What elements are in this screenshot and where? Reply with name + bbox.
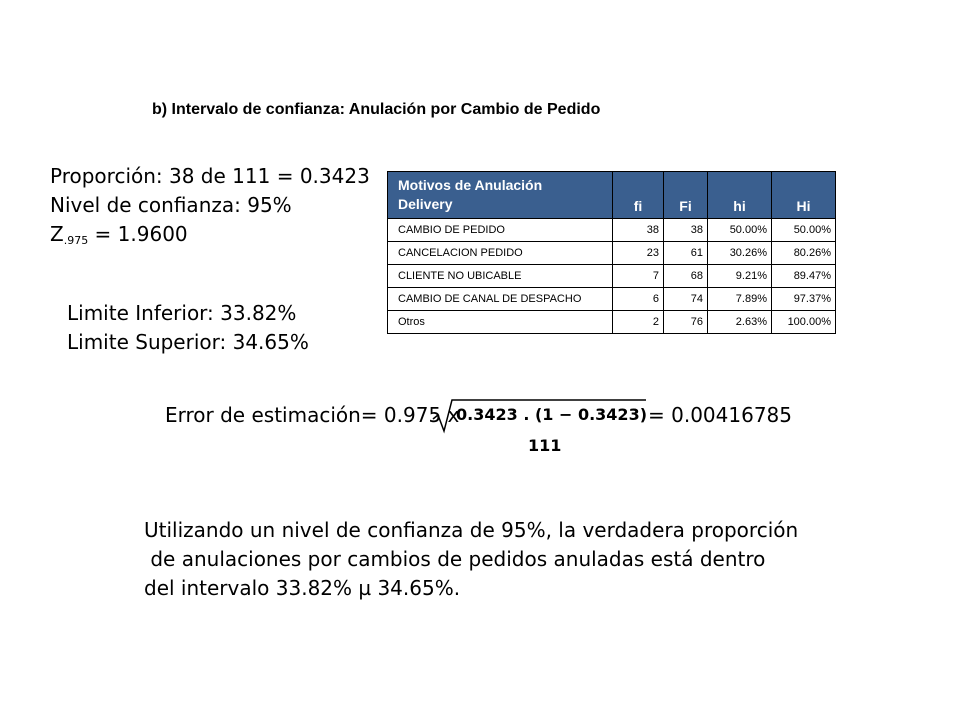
slide-title: b) Intervalo de confianza: Anulación por Cambio de Pedido <box>152 101 601 118</box>
table-row <box>388 219 836 242</box>
formula-denominator: 111 <box>528 436 562 455</box>
conclusion-line-2: de anulaciones por cambios de pedidos anuladas está dentro <box>144 547 766 571</box>
cell-fi: 6 <box>613 288 664 311</box>
z-value-text <box>50 220 370 249</box>
cell-Hi: 80.26% <box>772 242 836 265</box>
cell-motivo: Otros <box>388 311 613 334</box>
cell-fi: 2 <box>613 311 664 334</box>
z-value: = 1.9600 <box>88 222 188 246</box>
cell-hi: 9.21% <box>708 265 772 288</box>
z-subscript: .975 <box>63 234 89 247</box>
lower-limit-text: Limite Inferior: 33.82% <box>67 301 297 325</box>
header-motivo: Motivos de Anulación Delivery <box>388 172 613 219</box>
table-row <box>388 265 836 288</box>
table-header-row <box>388 172 836 219</box>
cell-Hi: 50.00% <box>772 219 836 242</box>
conclusion-line-1: Utilizando un nivel de confianza de 95%, la verdadera proporción <box>144 518 799 542</box>
cell-motivo: CAMBIO DE PEDIDO <box>388 219 613 242</box>
conclusion-line-3: del intervalo 33.82% µ 34.65%. <box>144 576 461 600</box>
table-row <box>388 311 836 334</box>
header-hi: hi <box>708 172 772 219</box>
cell-hi: 2.63% <box>708 311 772 334</box>
header-fi: fi <box>613 172 664 219</box>
cell-Fi: 68 <box>664 265 708 288</box>
stats-block <box>50 162 370 249</box>
limits-block <box>67 299 309 357</box>
cell-Hi: 97.37% <box>772 288 836 311</box>
cell-Fi: 38 <box>664 219 708 242</box>
upper-limit-text: Limite Superior: 34.65% <box>67 330 309 354</box>
cell-motivo: CANCELACION PEDIDO <box>388 242 613 265</box>
cell-motivo: CLIENTE NO UBICABLE <box>388 265 613 288</box>
header-Fi: Fi <box>664 172 708 219</box>
cell-motivo: CAMBIO DE CANAL DE DESPACHO <box>388 288 613 311</box>
frequency-table <box>387 171 836 334</box>
cell-Fi: 74 <box>664 288 708 311</box>
proportion-text: Proporción: 38 de 111 = 0.3423 <box>50 164 370 188</box>
cell-Hi: 89.47% <box>772 265 836 288</box>
cell-hi: 30.26% <box>708 242 772 265</box>
cell-Fi: 76 <box>664 311 708 334</box>
error-result: = 0.00416785 <box>648 403 792 427</box>
sqrt-formula <box>430 395 648 457</box>
cell-fi: 7 <box>613 265 664 288</box>
conclusion-block <box>144 516 798 603</box>
table-row <box>388 288 836 311</box>
cell-hi: 7.89% <box>708 288 772 311</box>
table-row <box>388 242 836 265</box>
z-letter: Z <box>50 222 64 246</box>
header-Hi: Hi <box>772 172 836 219</box>
confidence-text: Nivel de confianza: 95% <box>50 193 292 217</box>
cell-fi: 38 <box>613 219 664 242</box>
error-label: Error de estimación= 0.975 x <box>165 403 460 427</box>
cell-hi: 50.00% <box>708 219 772 242</box>
cell-fi: 23 <box>613 242 664 265</box>
cell-Fi: 61 <box>664 242 708 265</box>
cell-Hi: 100.00% <box>772 311 836 334</box>
formula-numerator: 0.3423 . (1 − 0.3423) <box>456 405 648 424</box>
